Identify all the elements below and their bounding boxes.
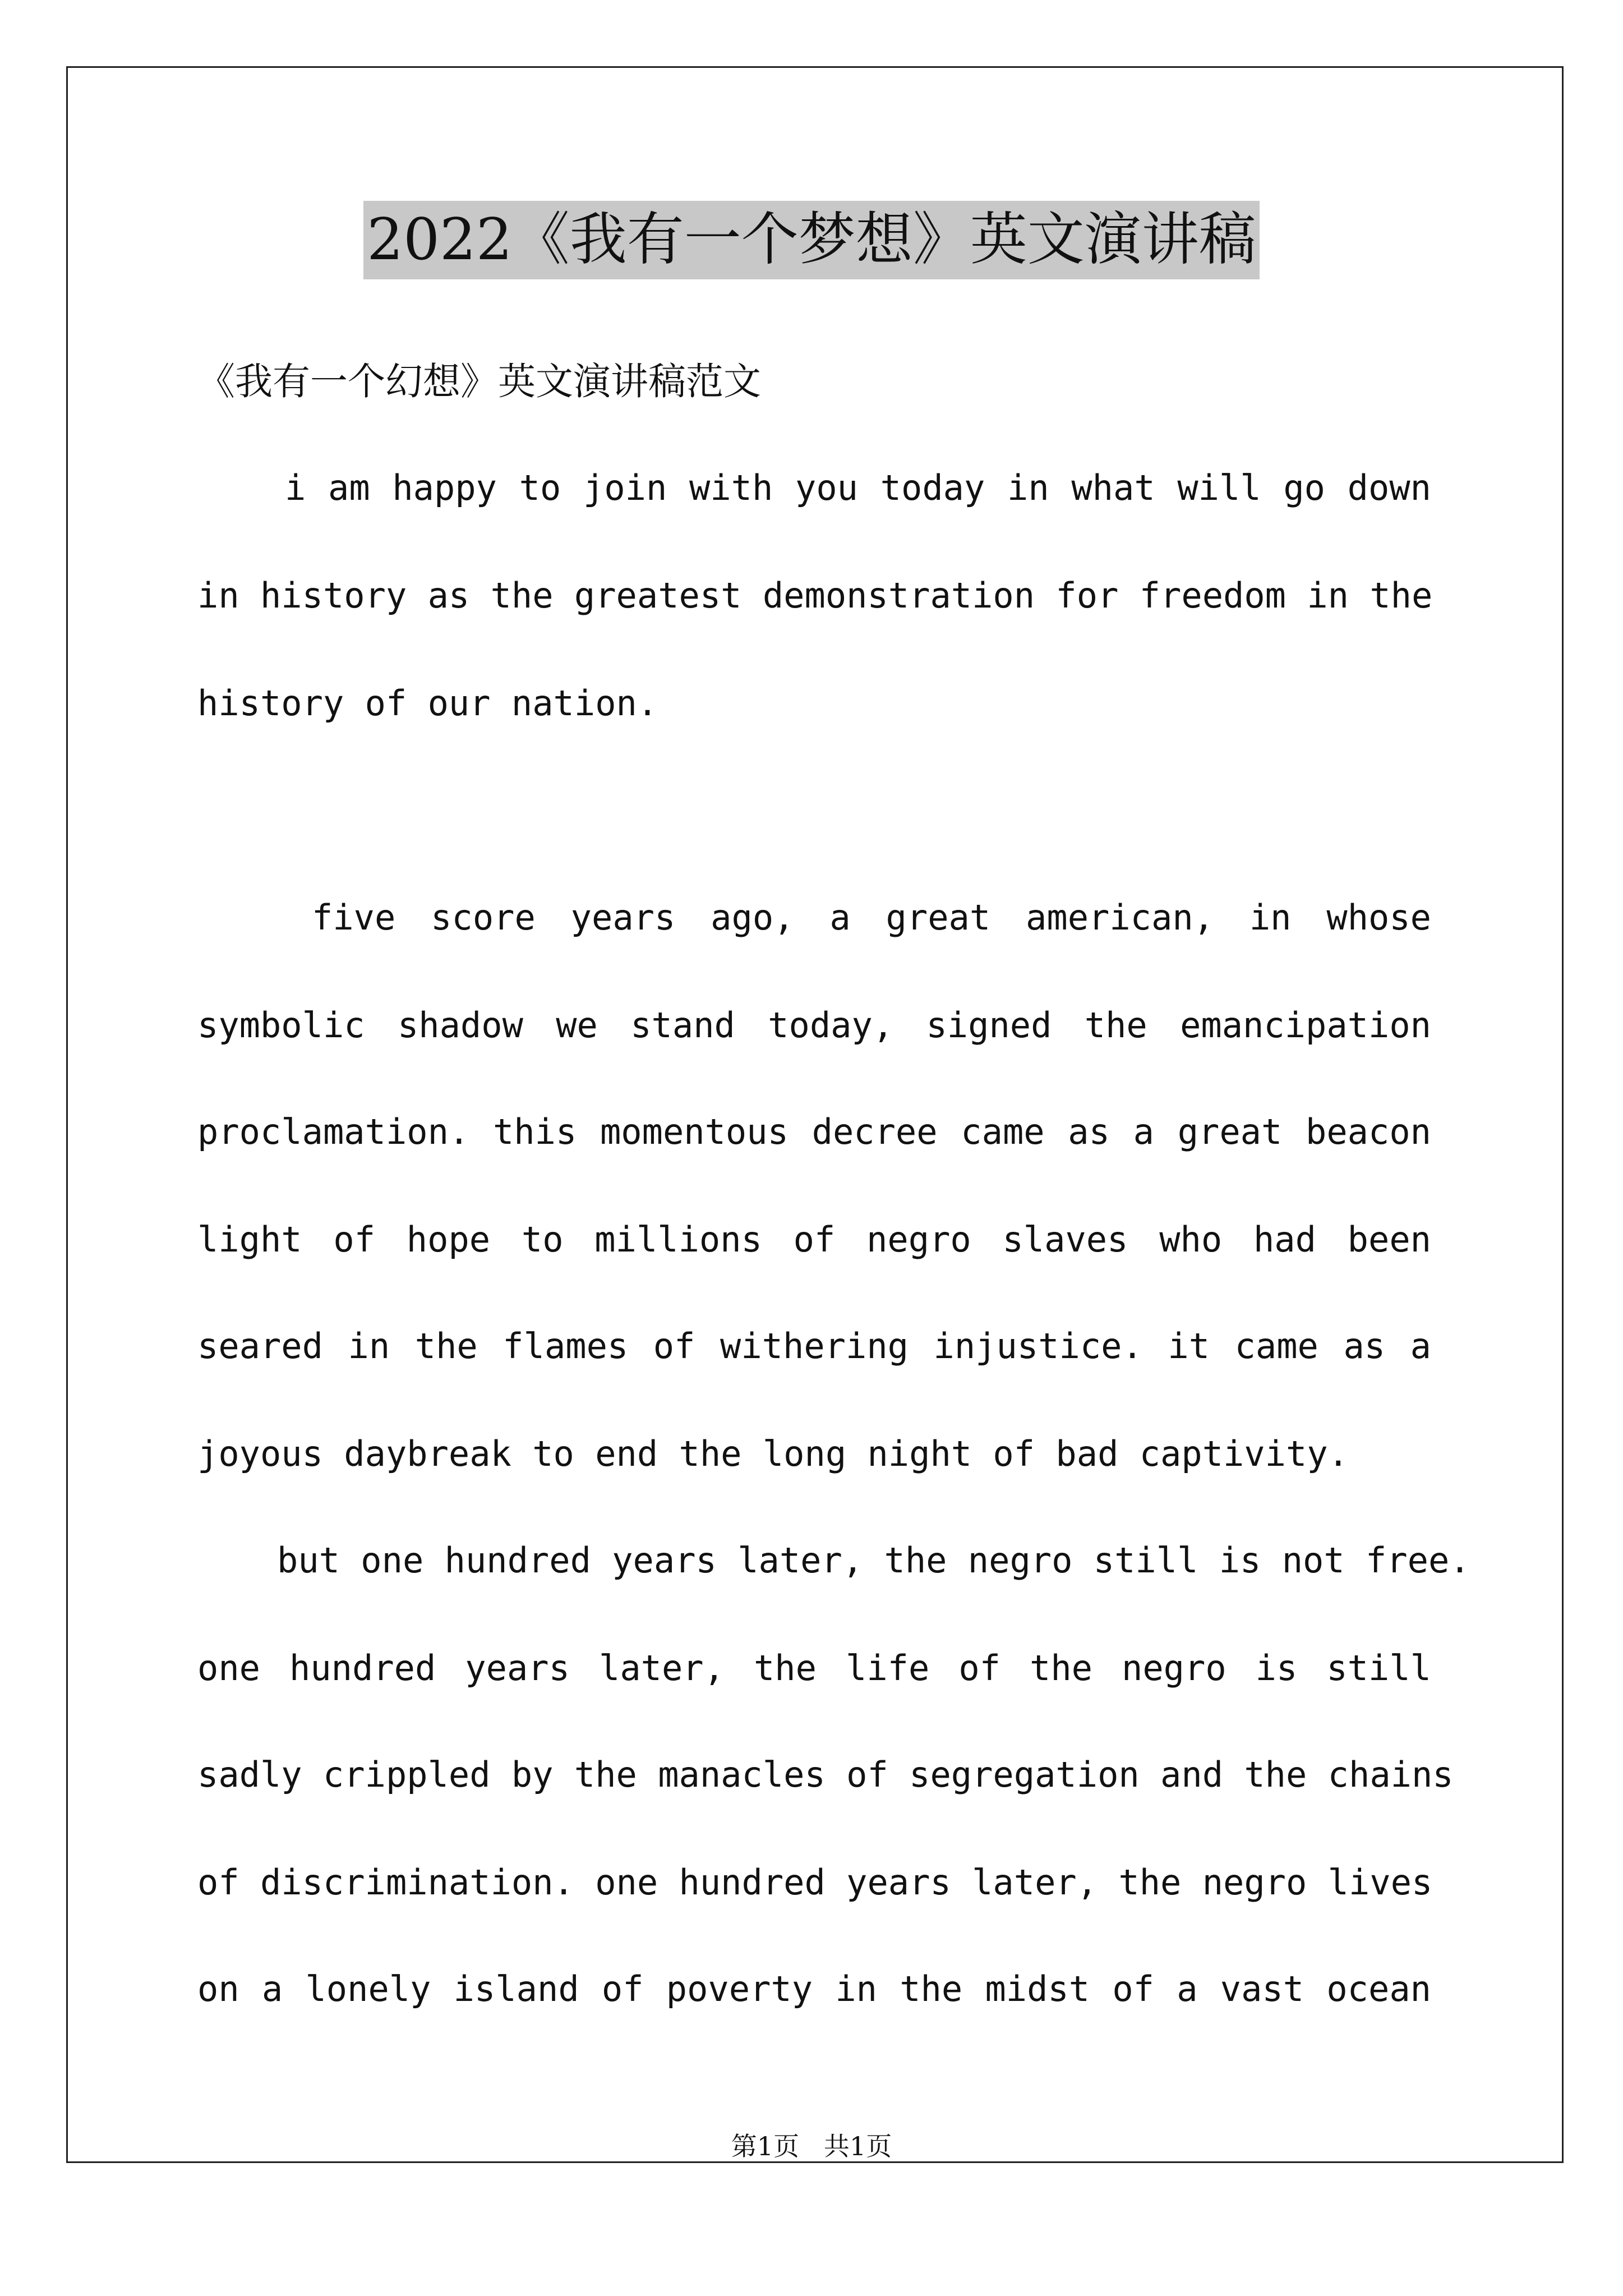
paragraph-3-line-4: of discrimination. one hundred years later, the negro lives xyxy=(197,1862,1433,1903)
document-subtitle: 《我有一个幻想》英文演讲稿范文 xyxy=(197,360,761,403)
paragraph-2-line-5: seared in the flames of withering injustice. it came as a xyxy=(197,1326,1431,1366)
paragraph-2-line-3: proclamation. this momentous decree came as a great beacon xyxy=(197,1111,1431,1152)
paragraph-2-line-6: joyous daybreak to end the long night of bad captivity. xyxy=(197,1433,1349,1474)
paragraph-3-line-2: one hundred years later, the life of the negro is still xyxy=(197,1648,1431,1688)
paragraph-2-line-2: symbolic shadow we stand today, signed the emancipation xyxy=(197,1005,1431,1046)
paragraph-2-line-4: light of hope to millions of negro slaves who had been xyxy=(197,1219,1431,1260)
paragraph-3-line-5: on a lonely island of poverty in the midst of a vast ocean xyxy=(197,1968,1431,2009)
paragraph-3-line-3: sadly crippled by the manacles of segregation and the chains xyxy=(197,1754,1454,1795)
document-title: 2022《我有一个梦想》英文演讲稿 xyxy=(363,201,1260,279)
page-footer: 第1页 共1页 xyxy=(731,2131,892,2161)
paragraph-3-line-1: but one hundred years later, the negro still is not free. xyxy=(277,1540,1470,1581)
paragraph-2-line-1: five score years ago, a great american, in whose xyxy=(312,897,1431,938)
title-container xyxy=(0,201,1623,279)
paragraph-1-line-3: history of our nation. xyxy=(197,683,658,724)
paragraph-1-line-1: i am happy to join with you today in what will go down xyxy=(285,467,1431,508)
paragraph-1-line-2: in history as the greatest demonstration for freedom in the xyxy=(197,575,1433,616)
